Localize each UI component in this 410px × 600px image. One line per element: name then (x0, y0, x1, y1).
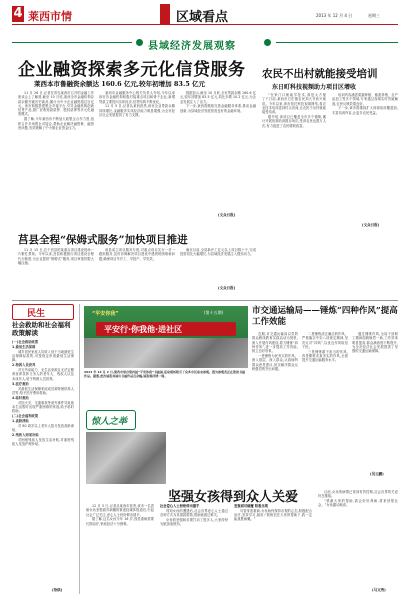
section-banner (12, 36, 398, 50)
lead-col3-para-2: 下一步,莱西将继续完善金融服务体系,推动金融创新,为县域经济发展营造良好的金融环境。 (180, 104, 256, 113)
girl-col3-para-1: 尽管身患重病,女孩始终保持乐观的心态,积极配合治疗,坚持学习,她说:“我相信在大家的帮助下,我一定能战胜病魔。” (234, 508, 312, 522)
pingan-ad (84, 306, 248, 368)
lead-column-3 (180, 91, 256, 211)
transport-headline-text: 市交通运输局——锤炼“四种作风”提高工作效能 (252, 306, 398, 327)
juxian-project-article (18, 232, 256, 294)
issue-date: 2013 年 12 月 4 日 (316, 13, 353, 18)
ad-banner-text: 平安行·你我他·进社区 (104, 325, 183, 334)
minsheng-item-10: (二)社会福利政策 (12, 414, 39, 419)
column-rule (79, 304, 80, 594)
lead-column-1 (18, 91, 94, 217)
brave-girl-column-1 (86, 504, 154, 594)
lead-col2-para-1: 莱西市金融服务中心相关负责人介绍,今年以来该市各金融机构积极对接重点项目和骨干企业,新增贷款主要投向实体经济,信贷结构不断优化。 (99, 91, 175, 104)
juxian-column-3 (180, 248, 256, 284)
lead-byline: (文众日报) (218, 213, 236, 217)
ad-crowd-photo (84, 338, 248, 368)
minsheng-title (12, 321, 74, 337)
transport-column-1 (252, 332, 298, 480)
banner-dot-left (136, 39, 143, 46)
brave-girl-logo-text: 惊人之举 (91, 417, 128, 427)
issue-weekday: 星期三 (368, 13, 380, 18)
section-title: 莱西市情 (28, 10, 72, 23)
brave-girl-column-3 (234, 504, 312, 594)
minsheng-column (12, 304, 76, 594)
girl-col4-para-2: “感谢大家的帮助,我会好好养病,将来回报社会。”女孩激动地说。 (318, 499, 398, 508)
girl-col2-para-1: 得知女孩的遭遇后,社会各界爱心人士通过各种方式为其捐款捐物,帮助她渡过难关。 (160, 508, 228, 518)
minsheng-item-3: 城乡居民家庭人均收入低于当地最低生活保障标准的,可按规定申请最低生活保障。 (12, 349, 74, 363)
girl-col2-para-2: 女孩的坚强和乐观打动了很多人,大家纷纷为她加油鼓劲。 (160, 518, 228, 527)
juxian-col1-para-1: 11 月 15 日,位于莒县的某重点项目建设现场一片繁忙景象。今年以来,莒县积极推行项目建设全程代办制度,为企业提供“保姆式”服务,项目审批时限大幅压缩。 (18, 248, 94, 265)
transport-headline-line-1 (252, 306, 398, 328)
juxian-column-1 (18, 248, 94, 292)
transport-col1-para-2: 一是锤炼为民务实的作风。深入基层、深入群众,认真倾听群众意见建议,切实解决群众反映强烈的突出问题。 (252, 354, 298, 371)
lead-col2-para-2: 11 月 5 日,记者从莱西获悉,该市企业贷款余额持续增长,金融服务实体经济能力明显增强,为全市经济社会发展提供了有力支撑。 (99, 104, 175, 118)
section-divider (12, 300, 398, 301)
lead-subheadline: 莱西本市鲁融资余额达 160.6 亿元,较年初增加 83.5 亿元 (34, 80, 205, 88)
girl-col2-subhead: 社会爱心人士纷纷伸出援手 (160, 504, 200, 508)
transport-col2-para-2: 三是锤炼敢于担当的作风,四是锤炼求真务实的作风,全面提升交通运输服务水平。 (302, 349, 348, 363)
ad-slogan: “平安你我” (92, 311, 119, 317)
lead-col1-para-1: 11 月 26 日,记者在青岛莱西市召开的金融工作座谈会上了解到,截至 10 月底,莱西全市金融机构存款余额突破历史新高,累计为中小企业融资超过百亿元。该市积极搭建银企对接平台,引导金融机构创新信贷产品,推广应收账款质押、股权质押等多元化融资模式。 (18, 91, 94, 117)
lead-col3-para-1: 数据显示,截至 10 月底,全市贷款余额 160.6 亿元,较年初增加 83.5 亿元,同比多增 10.2 亿元,为企业发展注入了活力。 (180, 91, 256, 104)
minsheng-item-14: 对困难残疾人发放生活补贴,对重度残疾人发放护理补贴。 (12, 437, 74, 447)
village-training-headline: 农民不出村就能接受培训 (262, 68, 378, 80)
lead-headline: 企业融资探索多元化信贷服务 (18, 60, 246, 80)
village-col2-para-2: 下一步,该市将继续扩大视频培训覆盖面,丰富培训内容,让更多农民受益。 (332, 106, 398, 115)
minsheng-item-6: 3.医疗救助 (12, 381, 29, 386)
juxian-byline: (文众日报) (218, 286, 236, 290)
photo-caption: 2013 年 12 月 2 日,莱西市举办第四届“平安你我”书画展,活动现场吸引了众多市民前来参观。图为参观者正在欣赏书画作品。据悉,此次展览共展出书画作品百余幅,展览将持续一周。 (84, 370, 246, 378)
minsheng-item-13: 2.残疾人两项补贴 (12, 433, 39, 438)
ad-banner (96, 322, 236, 336)
transport-col3-para-1: 通过锤炼作风,全局干部职工精神面貌焕然一新,工作效率明显提高,群众满意度不断提升,为全市经济社会发展提供了坚强的交通运输保障。 (352, 332, 398, 354)
transport-col1-para-1: 近期,市交通运输局以党的群众路线教育实践活动为契机,深入开展作风建设,着力锤炼“四种作风”,进一步提高工作效能,树立良好形象。 (252, 332, 298, 354)
brave-girl-logo (86, 410, 136, 430)
girl-col4-para-1: 目前,女孩的病情已得到有效控制,社会各界的关爱仍在继续。 (318, 490, 398, 499)
minsheng-body (12, 340, 74, 588)
girl-col1-para-2: 据了解,这名女孩今年 16 岁,因患重病需要长期治疗,家庭经济十分困难。 (86, 517, 154, 526)
girl-col3-subhead: 坚强面对病魔 积极乐观 (234, 504, 269, 508)
girl-col1-para-1: 12 月 3 日,记者从莱西市获悉,该市一名患病女孩坚强面对病魔的事迹经媒体报道后,引起社会广泛关注,爱心人士纷纷伸出援手。 (86, 504, 154, 517)
minsheng-logo-text: 民生 (27, 309, 46, 319)
banner-dot-right (264, 39, 271, 46)
banner-title: 县域经济发展观察 (148, 41, 236, 52)
juxian-col2-para-1: 该县成立项目服务专班,对重点项目实行一对一跟踪服务,及时协调解决项目建设中遇到的困难和问题,确保项目早开工、早投产、早见效。 (99, 248, 175, 261)
minsheng-item-12: 对 80 周岁以上老年人按月发放高龄津贴。 (12, 423, 74, 433)
village-training-byline: (文众日报) (362, 223, 380, 227)
transport-bureau-article (252, 306, 398, 482)
minsheng-logo (12, 304, 74, 320)
minsheng-footer: (待续) (52, 588, 63, 592)
minsheng-item-1: (一)社会救助政策 (12, 340, 39, 344)
minsheng-item-9: 对因火灾、交通事故等意外事件导致基本生活暂时出现严重困难的家庭,给予临时救助。 (12, 400, 74, 414)
village-training-column-1 (262, 93, 326, 227)
brave-girl-byline: (马文秀) (372, 588, 386, 592)
transport-column-3 (352, 332, 398, 472)
juxian-col3-para-1: 截至目前,全县新开工亿元以上项目数十个,完成投资同比大幅增长,为县域经济发展注入强劲动力。 (180, 248, 256, 257)
minsheng-item-8: 4.临时救助 (12, 395, 29, 400)
minsheng-item-2: 1.最低生活保障 (12, 344, 36, 349)
village-col1-para-2: 据介绍,该项目已覆盖全市多个镇街,累计开展视频培训数百场次,受训农民达数万人次,有力促进了农民增收致富。 (262, 115, 326, 128)
brave-girl-photo (86, 432, 166, 484)
lead-article (18, 55, 256, 223)
page-number: 4 (13, 6, 23, 21)
lead-column-2 (99, 91, 175, 217)
minsheng-item-5: 对无劳动能力、无生活来源且无法定赡养抚养扶养义务人的老年人、残疾人以及未成年人,给予特困人员供养。 (12, 368, 74, 381)
minsheng-item-7: 对最低生活保障家庭成员和特困供养人员等,给予医疗费用救助。 (12, 386, 74, 395)
village-training-article (262, 66, 398, 232)
transport-byline: (吴云鹏) (370, 472, 384, 476)
brave-girl-column-2 (160, 504, 228, 594)
banner-rule-left (12, 42, 132, 43)
brave-girl-headline: 坚强女孩得到众人关爱 (168, 490, 299, 505)
column-title: 区域看点 (176, 10, 229, 25)
village-training-subheadline: 东日町科技视频助力项目区增收 (272, 84, 357, 91)
minsheng-item-4: 2.特困人员供养 (12, 363, 36, 368)
column-title-box (160, 4, 250, 24)
village-training-column-2 (332, 93, 398, 221)
lead-col1-para-2: 据了解,今年莱西市不断加大政银企合作力度,组织召开多场银企对接会,帮助企业解决融资难、融资贵问题,有效缓解了中小微企业资金压力。 (18, 117, 94, 130)
juxian-project-headline: 莒县全程“保姆式服务”加快项目推进 (18, 234, 188, 246)
banner-rule-right (276, 42, 398, 43)
brave-girl-column-4 (318, 490, 398, 586)
village-col2-para-1: 培训内容涵盖果蔬种植、畜禽养殖、农产品加工等多个领域,专家通过视频实时答疑解惑,农民反映效果良好。 (332, 93, 398, 106)
village-col1-para-1: “在家门口就能学技术,真是太方便了!”日前,莱西市日庄镇农民刘大爷高兴地说。今年以来,该市依托科技视频网络,将农业技术培训送到村头田间,让农民不出村就能接受培训。 (262, 93, 326, 115)
minsheng-title-text: 社会救助和社会福利政策解读 (12, 321, 71, 337)
minsheng-item-11: 1.高龄津贴 (12, 418, 29, 423)
juxian-column-2 (99, 248, 175, 292)
transport-column-2 (302, 332, 348, 480)
ad-issue-label: (第十五期) (204, 310, 224, 315)
masthead (0, 0, 410, 36)
transport-col2-para-1: 二是锤炼清正廉洁的作风。严格落实中央八项规定精神,坚决反对“四风”,以优良作风取信于民。 (302, 332, 348, 349)
